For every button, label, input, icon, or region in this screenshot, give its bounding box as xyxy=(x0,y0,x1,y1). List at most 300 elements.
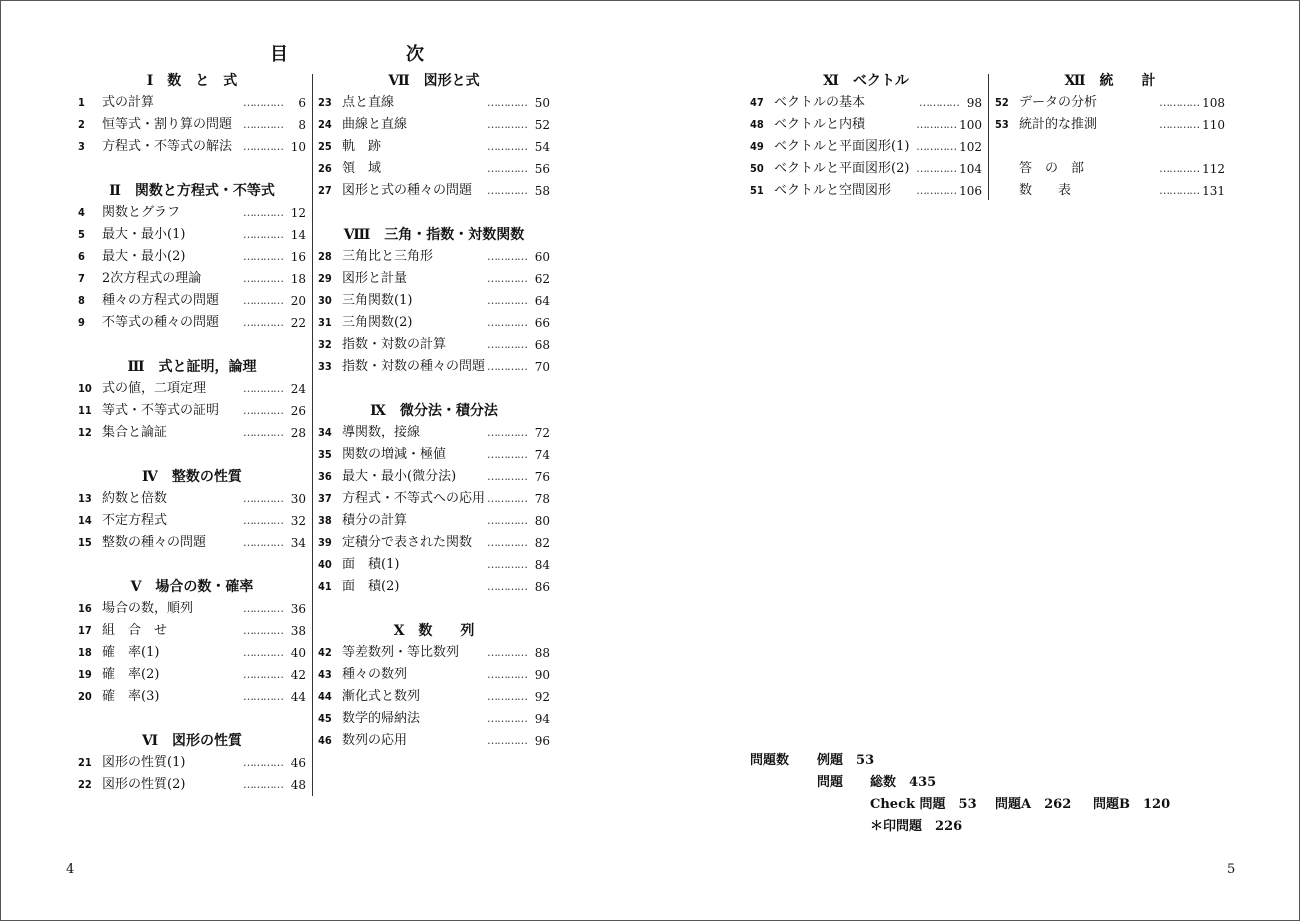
entry-label: 確 率(3) xyxy=(102,689,160,704)
entry-label: 等式・不等式の証明 xyxy=(102,403,220,418)
leader-dots: ………… xyxy=(243,756,283,769)
leader-dots: ………… xyxy=(487,470,527,483)
toc-column-2 xyxy=(318,70,550,752)
leader-dots: ………… xyxy=(487,316,527,329)
entry-number: 15 xyxy=(78,536,92,549)
toc-entry[interactable] xyxy=(750,158,982,180)
toc-column-3 xyxy=(750,70,982,202)
total-count: 435 xyxy=(909,775,937,790)
section-gap xyxy=(78,158,306,180)
column-divider xyxy=(988,74,989,200)
stats-heading: 問題数 xyxy=(750,753,790,768)
toc-entry[interactable] xyxy=(78,400,306,422)
entry-number: 46 xyxy=(318,734,332,747)
toc-entry[interactable] xyxy=(318,488,550,510)
entry-page: 10 xyxy=(290,140,306,154)
entry-label: 数学的帰納法 xyxy=(342,711,421,726)
page-number-left: 4 xyxy=(66,862,75,877)
leader-dots: ………… xyxy=(243,690,283,703)
entry-label: 領 域 xyxy=(342,161,382,176)
entry-label: 関数の増減・極値 xyxy=(342,447,447,462)
leader-dots: ………… xyxy=(243,96,283,109)
leader-dots: ………… xyxy=(487,118,527,131)
toc-entry[interactable] xyxy=(318,422,550,444)
entry-label: 最大・最小(1) xyxy=(102,227,186,242)
toc-entry[interactable] xyxy=(318,114,550,136)
entry-page: 90 xyxy=(534,668,550,682)
entry-label: 点と直線 xyxy=(342,95,395,110)
entry-number xyxy=(995,158,1019,180)
toc-entry[interactable] xyxy=(318,444,550,466)
entry-number: 16 xyxy=(78,602,92,615)
entry-number: 18 xyxy=(78,646,92,659)
entry-label: 図形と計量 xyxy=(342,271,408,286)
section-gap xyxy=(78,554,306,576)
leader-dots: ………… xyxy=(243,778,283,791)
entry-page: 26 xyxy=(290,404,306,418)
check-count: 53 xyxy=(958,797,977,812)
leader-dots: ………… xyxy=(1159,96,1200,109)
entry-number: 29 xyxy=(318,272,332,285)
entry-label xyxy=(1019,136,1202,158)
entry-label: 組 合 せ xyxy=(102,623,168,638)
entry-page: 72 xyxy=(534,426,550,440)
leader-dots: ………… xyxy=(243,536,283,549)
leader-dots: ………… xyxy=(243,514,283,527)
leader-dots: ………… xyxy=(487,712,527,725)
toc-entry[interactable] xyxy=(78,774,306,796)
section-title: Ⅷ 三角・指数・対数関数 xyxy=(343,227,525,243)
toc-entry[interactable] xyxy=(78,224,306,246)
entry-number: 12 xyxy=(78,426,92,439)
problem-b-count: 120 xyxy=(1143,797,1171,812)
entry-page: 80 xyxy=(534,514,550,528)
entry-label: 最大・最小(2) xyxy=(102,249,186,264)
entry-page: 52 xyxy=(534,118,550,132)
leader-dots: ………… xyxy=(487,272,527,285)
entry-label: 式の計算 xyxy=(102,95,155,110)
leader-dots: ………… xyxy=(243,272,283,285)
entry-page: 46 xyxy=(290,756,306,770)
entry-number: 11 xyxy=(78,404,92,417)
entry-page: 82 xyxy=(534,536,550,550)
entry-label: 整数の種々の問題 xyxy=(102,535,207,550)
toc-entry[interactable] xyxy=(318,290,550,312)
entry-label: ベクトルと平面図形(2) xyxy=(774,161,910,176)
entry-page: 20 xyxy=(290,294,306,308)
entry-number: 2 xyxy=(78,118,85,131)
entry-label: 最大・最小(微分法) xyxy=(342,469,457,484)
entry-label: 数 表 xyxy=(1019,183,1072,198)
entry-page: 30 xyxy=(290,492,306,506)
example-count: 53 xyxy=(856,753,875,768)
entry-number: 7 xyxy=(78,272,85,285)
entry-page: 12 xyxy=(290,206,306,220)
leader-dots: ………… xyxy=(487,668,527,681)
toc-entry[interactable] xyxy=(318,268,550,290)
leader-dots: ………… xyxy=(487,184,527,197)
toc-entry[interactable] xyxy=(318,664,550,686)
entry-page: 62 xyxy=(534,272,550,286)
entry-number: 38 xyxy=(318,514,332,527)
section-title: Ⅴ 場合の数・確率 xyxy=(130,579,254,595)
entry-page: 94 xyxy=(534,712,550,726)
leader-dots: ………… xyxy=(243,602,283,615)
entry-number: 48 xyxy=(750,118,764,131)
entry-label: 約数と倍数 xyxy=(102,491,168,506)
entry-page: 66 xyxy=(534,316,550,330)
entry-label: 不等式の種々の問題 xyxy=(102,315,220,330)
toc-entry[interactable] xyxy=(78,664,306,686)
toc-entry[interactable] xyxy=(78,686,306,708)
entry-page: 98 xyxy=(966,96,982,110)
entry-label: 恒等式・割り算の問題 xyxy=(102,117,233,132)
entry-label: 集合と論証 xyxy=(102,425,168,440)
entry-number: 33 xyxy=(318,360,332,373)
toc-entry[interactable] xyxy=(995,180,1225,202)
problem-b-label: 問題B xyxy=(1093,797,1130,812)
toc-entry[interactable] xyxy=(318,686,550,708)
toc-entry[interactable] xyxy=(318,334,550,356)
toc-entry[interactable] xyxy=(78,92,306,114)
leader-dots: ………… xyxy=(243,404,283,417)
entry-page: 70 xyxy=(534,360,550,374)
entry-page: 60 xyxy=(534,250,550,264)
entry-page: 8 xyxy=(298,118,306,132)
entry-page: 36 xyxy=(290,602,306,616)
entry-page: 16 xyxy=(290,250,306,264)
leader-dots: ………… xyxy=(1159,184,1200,197)
toc-entry[interactable] xyxy=(318,532,550,554)
entry-page: 92 xyxy=(534,690,550,704)
section-title: Ⅶ 図形と式 xyxy=(388,73,480,89)
entry-page: 24 xyxy=(290,382,306,396)
leader-dots: ………… xyxy=(487,514,527,527)
entry-label: ベクトルと内積 xyxy=(774,117,866,132)
toc-entry[interactable] xyxy=(750,180,982,202)
toc-entry[interactable] xyxy=(78,422,306,444)
entry-page: 96 xyxy=(534,734,550,748)
problem-a-count: 262 xyxy=(1044,797,1072,812)
leader-dots: ………… xyxy=(243,426,283,439)
entry-label: 軌 跡 xyxy=(342,139,382,154)
toc-entry[interactable] xyxy=(78,268,306,290)
entry-number: 53 xyxy=(995,118,1009,131)
leader-dots: ………… xyxy=(487,646,527,659)
entry-number: 10 xyxy=(78,382,92,395)
entry-number: 23 xyxy=(318,96,332,109)
entry-number: 36 xyxy=(318,470,332,483)
leader-dots: ………… xyxy=(487,690,527,703)
entry-label: 式の値，二項定理 xyxy=(102,381,207,396)
entry-number: 31 xyxy=(318,316,332,329)
toc-entry[interactable] xyxy=(318,158,550,180)
starred-count: 226 xyxy=(935,819,963,834)
entry-label: 面 積(1) xyxy=(342,557,400,572)
leader-dots: ………… xyxy=(243,668,283,681)
toc-entry[interactable] xyxy=(318,246,550,268)
entry-number xyxy=(995,180,1019,202)
total-label: 総数 xyxy=(870,775,897,790)
toc-entry[interactable] xyxy=(78,510,306,532)
entry-label: 統計的な推測 xyxy=(1019,117,1098,132)
section-gap xyxy=(318,202,550,224)
section-gap xyxy=(78,334,306,356)
entry-page: 100 xyxy=(959,118,982,132)
section-title: Ⅺ ベクトル xyxy=(823,73,909,89)
entry-label: 図形と式の種々の問題 xyxy=(342,183,473,198)
entry-label: 面 積(2) xyxy=(342,579,400,594)
leader-dots: ………… xyxy=(243,294,283,307)
toc-entry[interactable] xyxy=(78,290,306,312)
entry-page xyxy=(1202,136,1225,158)
toc-entry[interactable] xyxy=(318,356,550,378)
entry-page: 34 xyxy=(290,536,306,550)
entry-number: 14 xyxy=(78,514,92,527)
toc-entry[interactable] xyxy=(318,180,550,202)
leader-dots: ………… xyxy=(243,382,283,395)
entry-page: 88 xyxy=(534,646,550,660)
toc-entry[interactable] xyxy=(318,466,550,488)
toc-entry[interactable] xyxy=(318,642,550,664)
leader-dots: ………… xyxy=(487,294,527,307)
toc-entry[interactable] xyxy=(750,114,982,136)
entry-page: 68 xyxy=(534,338,550,352)
entry-page: 54 xyxy=(534,140,550,154)
toc-entry[interactable] xyxy=(78,488,306,510)
toc-entry xyxy=(995,136,1225,158)
toc-column-4 xyxy=(995,70,1225,202)
entry-page: 110 xyxy=(1202,118,1225,132)
leader-dots: ………… xyxy=(243,492,283,505)
entry-page: 56 xyxy=(534,162,550,176)
leader-dots: ………… xyxy=(1159,118,1200,131)
entry-page: 58 xyxy=(534,184,550,198)
toc-entry[interactable] xyxy=(78,532,306,554)
leader-dots: ………… xyxy=(1159,162,1200,175)
problem-label: 問題 xyxy=(817,775,844,790)
entry-page: 32 xyxy=(290,514,306,528)
section-title: Ⅹ 数 列 xyxy=(393,623,475,639)
entry-label: 指数・対数の種々の問題 xyxy=(342,359,486,374)
toc-entry[interactable] xyxy=(750,136,982,158)
toc-entry[interactable] xyxy=(78,620,306,642)
leader-dots: ………… xyxy=(487,250,527,263)
toc-entry[interactable] xyxy=(995,92,1225,114)
leader-dots: ………… xyxy=(487,96,527,109)
entry-page: 86 xyxy=(534,580,550,594)
entry-page: 48 xyxy=(290,778,306,792)
entry-number: 22 xyxy=(78,778,92,791)
leader-dots: ………… xyxy=(487,580,527,593)
leader-dots: ………… xyxy=(487,338,527,351)
toc-entry[interactable] xyxy=(318,510,550,532)
toc-entry[interactable] xyxy=(318,708,550,730)
leader-dots: ………… xyxy=(243,228,283,241)
leader-dots: ………… xyxy=(243,250,283,263)
entry-label: 定積分で表された関数 xyxy=(342,535,473,550)
entry-page: 104 xyxy=(959,162,982,176)
toc-entry[interactable] xyxy=(78,598,306,620)
entry-label: 積分の計算 xyxy=(342,513,408,528)
entry-page: 14 xyxy=(290,228,306,242)
entry-page: 78 xyxy=(534,492,550,506)
entry-label: 漸化式と数列 xyxy=(342,689,421,704)
entry-label: ベクトルの基本 xyxy=(774,95,866,110)
entry-number xyxy=(995,136,1019,158)
entry-page: 74 xyxy=(534,448,550,462)
leader-dots: ………… xyxy=(487,558,527,571)
entry-page: 84 xyxy=(534,558,550,572)
leader-dots: ………… xyxy=(487,492,527,505)
toc-entry[interactable] xyxy=(318,554,550,576)
entry-number: 40 xyxy=(318,558,332,571)
entry-label: 導関数，接線 xyxy=(342,425,421,440)
leader-dots: ………… xyxy=(243,140,283,153)
entry-number: 44 xyxy=(318,690,332,703)
toc-column-1 xyxy=(78,70,306,796)
entry-label: 三角関数(2) xyxy=(342,315,413,330)
section-title: Ⅸ 微分法・積分法 xyxy=(370,403,498,419)
leader-dots: ………… xyxy=(487,734,527,747)
entry-number: 52 xyxy=(995,96,1009,109)
entry-number: 24 xyxy=(318,118,332,131)
section-title: Ⅵ 図形の性質 xyxy=(141,733,243,749)
entry-number: 20 xyxy=(78,690,92,703)
toc-entry[interactable] xyxy=(78,136,306,158)
entry-number: 35 xyxy=(318,448,332,461)
entry-number: 37 xyxy=(318,492,332,505)
toc-entry[interactable] xyxy=(318,730,550,752)
entry-page: 28 xyxy=(290,426,306,440)
entry-number: 28 xyxy=(318,250,332,263)
toc-entry[interactable] xyxy=(318,136,550,158)
entry-number: 32 xyxy=(318,338,332,351)
leader-dots: ………… xyxy=(487,162,527,175)
leader-dots: ………… xyxy=(916,140,957,153)
section-gap xyxy=(318,378,550,400)
section-gap xyxy=(318,598,550,620)
entry-label: 方程式・不等式への応用 xyxy=(342,491,486,506)
leader-dots: ………… xyxy=(487,360,527,373)
entry-label: 答 の 部 xyxy=(1019,161,1085,176)
entry-label: 指数・対数の計算 xyxy=(342,337,447,352)
entry-number: 25 xyxy=(318,140,332,153)
leader-dots: ………… xyxy=(919,96,959,109)
entry-page: 102 xyxy=(959,140,982,154)
leader-dots: ………… xyxy=(487,426,527,439)
entry-page: 50 xyxy=(534,96,550,110)
toc-entry[interactable] xyxy=(78,114,306,136)
entry-number: 30 xyxy=(318,294,332,307)
entry-page: 42 xyxy=(290,668,306,682)
entry-label: 三角関数(1) xyxy=(342,293,413,308)
entry-number: 4 xyxy=(78,206,85,219)
entry-number: 50 xyxy=(750,162,764,175)
entry-number: 34 xyxy=(318,426,332,439)
section-gap xyxy=(78,444,306,466)
leader-dots: ………… xyxy=(916,184,957,197)
entry-number: 49 xyxy=(750,140,764,153)
entry-number: 13 xyxy=(78,492,92,505)
entry-label: 確 率(1) xyxy=(102,645,160,660)
entry-number: 1 xyxy=(78,96,85,109)
leader-dots: ………… xyxy=(487,140,527,153)
toc-entry[interactable] xyxy=(318,576,550,598)
entry-label: 確 率(2) xyxy=(102,667,160,682)
toc-entry[interactable] xyxy=(995,114,1225,136)
leader-dots: ………… xyxy=(243,206,283,219)
toc-entry[interactable] xyxy=(78,378,306,400)
section-title: Ⅱ 関数と方程式・不等式 xyxy=(109,183,275,199)
entry-label: 方程式・不等式の解法 xyxy=(102,139,233,154)
entry-page: 6 xyxy=(298,96,306,110)
entry-page: 22 xyxy=(290,316,306,330)
entry-number: 43 xyxy=(318,668,332,681)
entry-number: 47 xyxy=(750,96,764,109)
toc-entry[interactable] xyxy=(995,158,1225,180)
entry-number: 3 xyxy=(78,140,85,153)
entry-number: 19 xyxy=(78,668,92,681)
toc-entry[interactable] xyxy=(318,312,550,334)
entry-number: 5 xyxy=(78,228,85,241)
entry-label: 種々の方程式の問題 xyxy=(102,293,220,308)
leader-dots: ………… xyxy=(916,162,957,175)
entry-number: 9 xyxy=(78,316,85,329)
entry-label: 種々の数列 xyxy=(342,667,408,682)
entry-number: 51 xyxy=(750,184,764,197)
entry-number: 39 xyxy=(318,536,332,549)
leader-dots: ………… xyxy=(243,624,283,637)
entry-label: 図形の性質(2) xyxy=(102,777,186,792)
entry-label: 2次方程式の理論 xyxy=(102,271,202,286)
starred-label: ＊印問題 xyxy=(870,819,923,834)
entry-label: 等差数列・等比数列 xyxy=(342,645,460,660)
entry-page: 38 xyxy=(290,624,306,638)
leader-dots: ………… xyxy=(487,448,527,461)
entry-page: 76 xyxy=(534,470,550,484)
toc-entry[interactable] xyxy=(78,246,306,268)
entry-page: 112 xyxy=(1202,162,1225,176)
toc-entry[interactable] xyxy=(78,752,306,774)
toc-entry[interactable] xyxy=(750,92,982,114)
entry-label: 曲線と直線 xyxy=(342,117,408,132)
entry-label: データの分析 xyxy=(1019,95,1098,110)
entry-label: 数列の応用 xyxy=(342,733,408,748)
toc-entry[interactable] xyxy=(78,202,306,224)
entry-number: 45 xyxy=(318,712,332,725)
toc-entry[interactable] xyxy=(78,312,306,334)
entry-number: 17 xyxy=(78,624,92,637)
entry-label: 三角比と三角形 xyxy=(342,249,434,264)
check-label: Check 問題 xyxy=(870,797,946,812)
example-label: 例題 xyxy=(817,753,844,768)
entry-number: 27 xyxy=(318,184,332,197)
page-number-right: 5 xyxy=(1227,862,1236,877)
problem-a-label: 問題A xyxy=(995,797,1032,812)
entry-number: 8 xyxy=(78,294,85,307)
entry-label: 図形の性質(1) xyxy=(102,755,186,770)
toc-entry[interactable] xyxy=(318,92,550,114)
entry-number: 42 xyxy=(318,646,332,659)
entry-label: 不定方程式 xyxy=(102,513,168,528)
entry-number: 41 xyxy=(318,580,332,593)
toc-entry[interactable] xyxy=(78,642,306,664)
section-title: Ⅻ 統 計 xyxy=(1064,73,1156,89)
entry-label: 関数とグラフ xyxy=(102,205,181,220)
entry-number: 6 xyxy=(78,250,85,263)
entry-label: 場合の数，順列 xyxy=(102,601,194,616)
